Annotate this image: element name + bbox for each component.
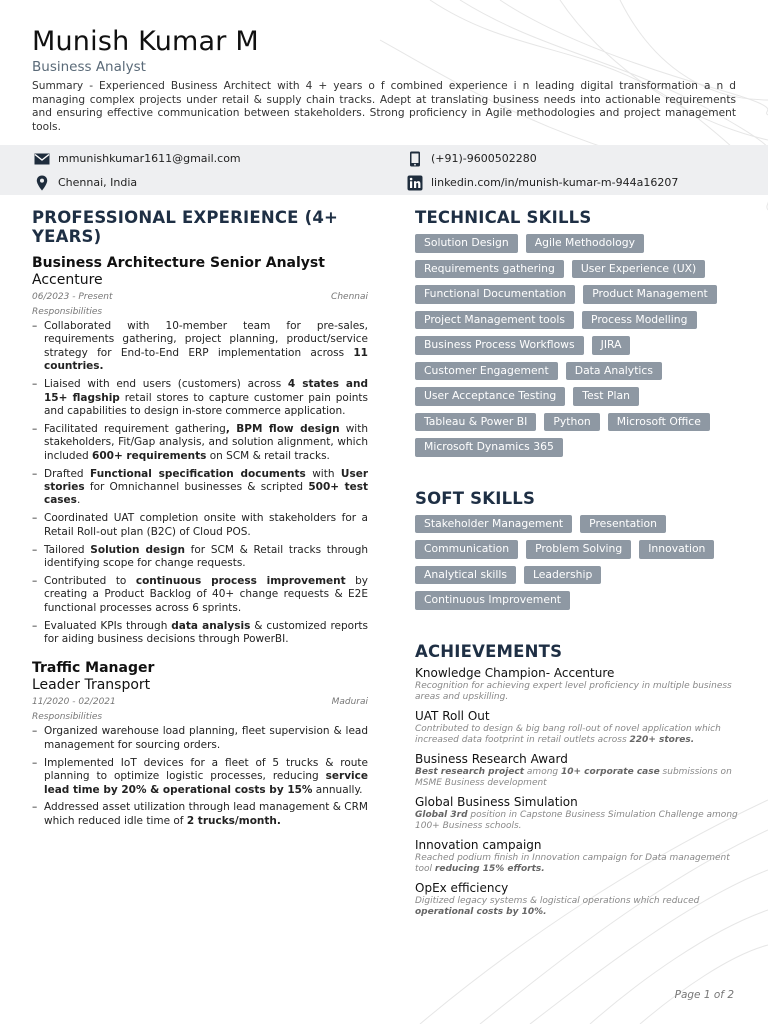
responsibility-item bbox=[32, 512, 368, 539]
text-run: among bbox=[524, 766, 561, 777]
skill-tag: Tableau & Power BI bbox=[415, 413, 536, 432]
skill-tag: JIRA bbox=[592, 336, 631, 355]
achievement-description bbox=[415, 724, 740, 747]
skill-tag: Presentation bbox=[580, 515, 666, 534]
responsibility-list bbox=[32, 320, 368, 646]
bullet-dash: – bbox=[32, 543, 38, 556]
experience-column bbox=[32, 208, 368, 833]
job-meta bbox=[32, 292, 368, 306]
skill-tag: Test Plan bbox=[573, 387, 639, 406]
linkedin-text: linkedin.com/in/munish-kumar-m-944a16207 bbox=[431, 176, 679, 189]
bold-text: service lead time by 20% & operational costs by 15% bbox=[44, 770, 368, 796]
responsibility-item bbox=[32, 423, 368, 463]
soft-skills-title: SOFT SKILLS bbox=[415, 488, 536, 508]
skill-tag: Innovation bbox=[639, 540, 714, 559]
skill-tag: Agile Methodology bbox=[526, 234, 644, 253]
achievement-description bbox=[415, 810, 740, 833]
bold-text: 600+ requirements bbox=[92, 449, 207, 462]
bullet-dash: – bbox=[32, 378, 38, 391]
text-run: Evaluated KPIs through bbox=[44, 619, 172, 632]
skill-tag: Product Management bbox=[583, 285, 717, 304]
text-run: annually. bbox=[312, 783, 363, 796]
candidate-role: Business Analyst bbox=[32, 59, 146, 75]
text-run: Digitized legacy systems & logistical operations which reduced bbox=[415, 895, 700, 906]
achievement-title: Knowledge Champion- Accenture bbox=[415, 665, 615, 680]
skill-tag: Functional Documentation bbox=[415, 285, 575, 304]
achievement-description bbox=[415, 896, 740, 919]
skill-tag: Business Process Workflows bbox=[415, 336, 584, 355]
bullet-dash: – bbox=[32, 725, 38, 738]
job-title: Business Architecture Senior Analyst bbox=[32, 255, 325, 271]
bold-text: Functional specification documents bbox=[90, 467, 306, 480]
achievement-description bbox=[415, 767, 740, 790]
resume-header bbox=[32, 26, 736, 134]
bold-text: 2 trucks/month. bbox=[186, 814, 281, 827]
text-run: for SCM & Retail tracks through identifying scope for change requests. bbox=[44, 543, 369, 569]
phone-text: (+91)-9600502280 bbox=[431, 152, 537, 165]
skills-column bbox=[415, 208, 740, 919]
page-number: Page 1 of 2 bbox=[674, 989, 734, 1001]
text-run: & customized reports for aiding business decisions through PowerBI. bbox=[44, 619, 368, 646]
skill-tag: Continuous Improvement bbox=[415, 591, 570, 610]
responsibility-item bbox=[32, 544, 368, 571]
summary-text: Summary - Experienced Business Architect with 4 + years o f combined experience i n leading digital transformation a n d managing complex projects under retail & supply chain tracks. Adept at translating business needs into actionable requirements and ensuring effective communication between stakeholders. Strong proficiency in Agile methodologies and project management tools. bbox=[32, 80, 736, 133]
skill-tag: Requirements gathering bbox=[415, 260, 564, 279]
text-run: Facilitated requirement gathering bbox=[44, 422, 226, 435]
achievement-title: UAT Roll Out bbox=[415, 708, 490, 723]
achievement-description bbox=[415, 681, 740, 704]
achievement-title: Business Research Award bbox=[415, 751, 568, 766]
technical-skills-title: TECHNICAL SKILLS bbox=[415, 208, 592, 227]
skill-tag: Python bbox=[544, 413, 599, 432]
skill-tag: Customer Engagement bbox=[415, 362, 558, 381]
text-run: . bbox=[76, 494, 81, 507]
achievements-title: ACHIEVEMENTS bbox=[415, 641, 563, 661]
responsibility-item bbox=[32, 320, 368, 374]
bold-text: data analysis bbox=[171, 619, 251, 632]
skill-tag: Communication bbox=[415, 540, 518, 559]
bullet-dash: – bbox=[32, 619, 38, 632]
bold-text: Solution design bbox=[90, 543, 185, 556]
bullet-dash: – bbox=[32, 574, 38, 587]
text-run: with bbox=[305, 467, 341, 480]
bullet-dash: – bbox=[32, 512, 38, 525]
job-list bbox=[32, 254, 368, 828]
text-run: Reached podium finish in Innovation campaign for Data management tool bbox=[415, 852, 730, 874]
skill-tag: Microsoft Office bbox=[608, 413, 710, 432]
bold-text: Best research project bbox=[415, 766, 525, 777]
candidate-name: Munish Kumar M bbox=[32, 26, 259, 57]
bold-text: 10+ corporate case bbox=[560, 766, 660, 777]
job-location: Chennai bbox=[331, 292, 368, 302]
text-run: Coordinated UAT completion onsite with stakeholders for a Retail Roll-out plan (B2C) of Cloud POS. bbox=[44, 512, 368, 538]
achievement-title: OpEx efficiency bbox=[415, 880, 509, 895]
responsibility-item bbox=[32, 725, 368, 752]
text-run: Liaised with end users (customers) across bbox=[44, 378, 288, 391]
bold-text: continuous process improvement bbox=[135, 574, 346, 587]
responsibilities-label: Responsibilities bbox=[32, 307, 103, 317]
bold-text: 500+ test cases bbox=[44, 480, 368, 507]
email-text: mmunishkumar1611@gmail.com bbox=[58, 152, 241, 165]
phone-icon bbox=[407, 151, 423, 167]
technical-skills-tags bbox=[415, 234, 725, 457]
text-run: Contributed to design & big bang roll-out of novel application which increased data footprint in retail outlets across bbox=[415, 723, 721, 745]
experience-section-title: PROFESSIONAL EXPERIENCE (4+ YEARS) bbox=[32, 208, 339, 246]
skill-tag: Project Management tools bbox=[415, 311, 574, 330]
skill-tag: User Experience (UX) bbox=[572, 260, 705, 279]
achievement-description bbox=[415, 853, 740, 876]
responsibility-item bbox=[32, 801, 368, 828]
skill-tag: Microsoft Dynamics 365 bbox=[415, 438, 563, 457]
location-text: Chennai, India bbox=[58, 176, 138, 189]
text-run: Addressed asset utilization through lead management & CRM which reduced idle time of bbox=[44, 801, 368, 827]
job-title: Traffic Manager bbox=[32, 660, 155, 677]
text-run: Recognition for achieving expert level proficiency in multiple business areas and upskilling. bbox=[415, 680, 732, 702]
skill-tag: Data Analytics bbox=[566, 362, 662, 381]
text-run: retail stores to capture customer pain points and capabilities to design in-store commerce application. bbox=[44, 391, 368, 417]
job-dates: 06/2023 - Present bbox=[32, 292, 113, 302]
envelope-icon bbox=[34, 151, 50, 167]
achievement-list bbox=[415, 666, 740, 919]
text-run: Drafted bbox=[44, 467, 91, 480]
bold-text: 11 countries. bbox=[44, 346, 368, 373]
text-run: Collaborated with 10-member team for pre-sales, requirements gathering, project planning, product/service strategy for End-to-End ERP implementation across bbox=[44, 320, 368, 359]
text-run: Implemented IoT devices for a fleet of 5 trucks & route planning to optimize logistic processes, reducing bbox=[44, 756, 368, 783]
responsibility-item bbox=[32, 575, 368, 615]
company-name: Leader Transport bbox=[32, 677, 151, 694]
text-run: position in Capstone Business Simulation Challenge among 100+ Business schools. bbox=[415, 809, 738, 831]
bullet-dash: – bbox=[32, 422, 38, 435]
responsibilities-label: Responsibilities bbox=[32, 712, 103, 723]
responsibility-item bbox=[32, 620, 368, 647]
text-run: Contributed to bbox=[44, 574, 136, 587]
text-run: for Omnichannel businesses & scripted bbox=[84, 480, 309, 493]
bullet-dash: – bbox=[32, 801, 38, 814]
skill-tag: Analytical skills bbox=[415, 566, 516, 585]
text-run: with stakeholders, Fit/Gap analysis, and solution alignment, which included bbox=[44, 422, 368, 462]
responsibility-item bbox=[32, 757, 368, 797]
linkedin-icon bbox=[407, 175, 423, 191]
bold-text: , BPM flow design bbox=[225, 422, 340, 435]
bold-text: operational costs by 10%. bbox=[415, 907, 547, 917]
bullet-dash: – bbox=[32, 756, 38, 769]
company-name: Accenture bbox=[32, 272, 103, 288]
text-run: on SCM & retail tracks. bbox=[206, 449, 330, 462]
skill-tag: Process Modelling bbox=[582, 311, 697, 330]
bold-text: 4 states and 15+ flagship bbox=[44, 378, 368, 404]
skill-tag: User Acceptance Testing bbox=[415, 387, 565, 406]
skill-tag: Problem Solving bbox=[526, 540, 631, 559]
responsibility-item bbox=[32, 378, 368, 418]
bullet-dash: – bbox=[32, 467, 38, 480]
soft-skills-tags bbox=[415, 515, 725, 610]
bullet-dash: – bbox=[32, 320, 38, 332]
text-run: Organized warehouse load planning, fleet supervision & lead management for sourcing orders. bbox=[44, 725, 368, 751]
responsibility-item bbox=[32, 468, 368, 508]
responsibility-list bbox=[32, 725, 368, 828]
skill-tag: Stakeholder Management bbox=[415, 515, 572, 534]
job-dates: 11/2020 - 02/2021 bbox=[32, 697, 116, 708]
contact-band bbox=[0, 145, 768, 195]
bold-text: 220+ stores. bbox=[629, 735, 695, 745]
achievement-title: Global Business Simulation bbox=[415, 794, 578, 809]
bold-text: User stories bbox=[44, 467, 368, 493]
job-meta bbox=[32, 697, 368, 711]
skill-tag: Leadership bbox=[524, 566, 601, 585]
map-pin-icon bbox=[34, 175, 50, 191]
text-run: Tailored bbox=[44, 543, 91, 556]
text-run: submissions on MSME Business development bbox=[415, 766, 732, 788]
bold-text: Global 3rd bbox=[415, 809, 468, 820]
text-run: by creating a Product Backlog of 40+ change requests & E2E functional processes across 6 sprints. bbox=[44, 574, 368, 614]
bold-text: reducing 15% efforts. bbox=[434, 864, 545, 874]
skill-tag: Solution Design bbox=[415, 234, 518, 253]
job-location: Madurai bbox=[331, 697, 368, 708]
achievement-title: Innovation campaign bbox=[415, 837, 542, 852]
